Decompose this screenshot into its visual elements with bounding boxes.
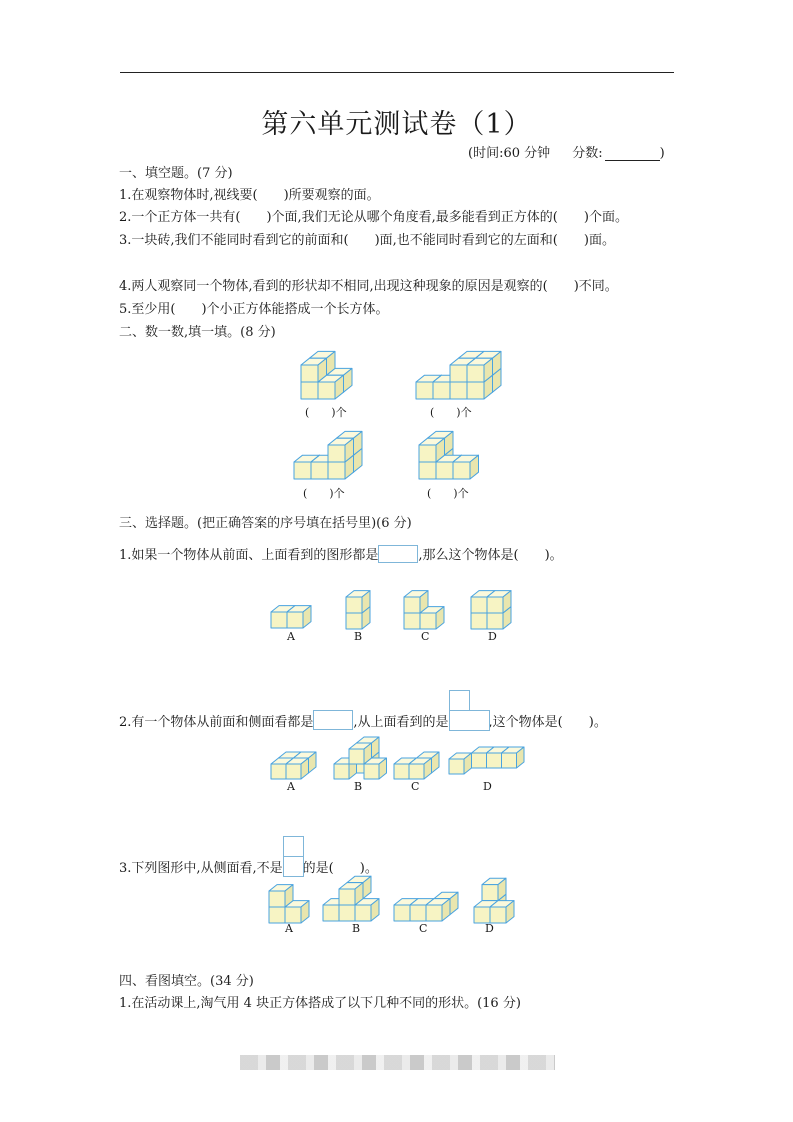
q3-text-b: 的是( )。: [302, 861, 378, 876]
q2-top-view-shape: [449, 690, 489, 730]
count-caption-1: ( )个: [305, 406, 347, 419]
cube-face: [474, 907, 490, 923]
count-caption-2: ( )个: [430, 406, 472, 419]
q3-option-b-figure: [322, 868, 392, 922]
section1-q2: 2.一个正方体一共有( )个面,我们无论从哪个角度看,最多能看到正方体的( )个面。: [119, 210, 628, 225]
cube-face: [349, 749, 364, 764]
cube-face: [271, 612, 287, 628]
q3-label-b: B: [352, 922, 361, 935]
count-figure-4: [418, 428, 503, 480]
q2-text-c: ,这个物体是( )。: [488, 715, 607, 730]
cube-face: [355, 905, 371, 921]
cube-face: [487, 613, 503, 629]
q1-option-b-figure: [345, 580, 380, 630]
cube-face: [404, 597, 420, 613]
cube-face: [482, 885, 498, 901]
cube-face: [301, 382, 318, 399]
cube-face: [328, 445, 345, 462]
q1-text-b: ,那么这个物体是( )。: [418, 548, 563, 563]
exam-meta: [468, 142, 665, 161]
cube-face: [453, 462, 470, 479]
cube-face: [410, 905, 426, 921]
cube-face: [416, 382, 433, 399]
q2-label-a: A: [287, 780, 295, 793]
q3-label-c: C: [419, 922, 428, 935]
section4-q1: 1.在活动课上,淘气用 4 块正方体搭成了以下几种不同的形状。(16 分): [119, 996, 521, 1011]
q1-option-a-figure: [270, 597, 325, 629]
cube-face: [450, 365, 467, 382]
cube-face: [364, 764, 379, 779]
section1-heading: 一、填空题。(7 分): [119, 166, 233, 181]
cube-face: [346, 613, 362, 629]
top-rule: [120, 72, 674, 73]
cube-face: [318, 382, 335, 399]
cube-face: [436, 462, 453, 479]
q2-option-c-figure: [393, 742, 443, 780]
cube-face: [433, 382, 450, 399]
blurred-watermark: [240, 1055, 555, 1070]
section1-q3: 3.一块砖,我们不能同时看到它的前面和( )面,也不能同时看到它的左面和( )面。: [119, 233, 615, 248]
cube-face: [271, 764, 286, 779]
q2-option-d-figure: [448, 735, 526, 775]
count-figure-3: [293, 428, 378, 480]
cube-face: [487, 597, 503, 613]
q1-label-c: C: [421, 630, 430, 643]
cube-face: [323, 905, 339, 921]
count-figure-2: [415, 340, 500, 400]
q2-label-d: D: [483, 780, 492, 793]
section2-heading: 二、数一数,填一填。(8 分): [119, 325, 276, 340]
cube-face: [420, 613, 436, 629]
q1-option-d-figure: [470, 580, 525, 630]
score-end: ): [659, 146, 665, 161]
cube-face: [334, 764, 349, 779]
cube-face: [269, 891, 285, 907]
score-blank[interactable]: [605, 148, 660, 161]
cube-face: [285, 907, 301, 923]
q2-option-b-figure: [333, 720, 391, 780]
cube-face: [419, 462, 436, 479]
q1-option-c-figure: [403, 580, 458, 630]
q1-view-shape: [378, 545, 418, 563]
cube-face: [490, 907, 506, 923]
q1-label-a: A: [287, 630, 295, 643]
cube-face: [487, 753, 502, 768]
cube-face: [502, 753, 517, 768]
cube-face: [286, 764, 301, 779]
cube-face: [287, 612, 303, 628]
section1-q5: 5.至少用( )个小正方体能搭成一个长方体。: [119, 302, 389, 317]
cube-face: [409, 764, 424, 779]
cube-face: [404, 613, 420, 629]
q1-label-b: B: [354, 630, 363, 643]
cube-face: [450, 382, 467, 399]
cube-face: [471, 613, 487, 629]
q2-label-c: C: [411, 780, 420, 793]
q2-label-b: B: [354, 780, 363, 793]
q3-label-d: D: [485, 922, 494, 935]
cube-face: [328, 462, 345, 479]
section1-q1: 1.在观察物体时,视线要( )所要观察的面。: [119, 188, 380, 203]
q2-text-a: 2.有一个物体从前面和侧面看都是: [119, 715, 314, 730]
cube-face: [269, 907, 285, 923]
q3-option-c-figure: [393, 882, 467, 922]
cube-face: [467, 382, 484, 399]
count-caption-4: ( )个: [427, 487, 469, 500]
q2-option-a-figure: [270, 742, 328, 780]
q1-text-a: 1.如果一个物体从前面、上面看到的图形都是: [119, 548, 379, 563]
section1-q4: 4.两人观察同一个物体,看到的形状却不相同,出现这种现象的原因是观察的( )不同。: [119, 279, 618, 294]
q3-text-a: 3.下列图形中,从侧面看,不是: [119, 861, 283, 876]
section3-q1: [119, 544, 563, 563]
cube-face: [294, 462, 311, 479]
cube-face: [394, 764, 409, 779]
score-label: 分数:: [572, 146, 603, 161]
cube-face: [426, 905, 442, 921]
cube-face: [471, 597, 487, 613]
section4-heading: 四、看图填空。(34 分): [119, 974, 254, 989]
cube-face: [467, 365, 484, 382]
q2-text-b: ,从上面看到的是: [353, 715, 449, 730]
q3-option-a-figure: [268, 870, 320, 924]
q3-label-a: A: [285, 922, 293, 935]
cube-face: [419, 445, 436, 462]
section3-heading: 三、选择题。(把正确答案的序号填在括号里)(6 分): [119, 516, 412, 531]
count-figure-1: [300, 340, 370, 400]
cube-face: [449, 759, 464, 774]
cube-face: [394, 905, 410, 921]
cube-face: [472, 753, 487, 768]
cube-face: [346, 597, 362, 613]
cube-face: [339, 905, 355, 921]
time-label: (时间:60 分钟: [468, 146, 551, 161]
page-title: 第六单元测试卷（1）: [261, 109, 532, 140]
cube-face: [311, 462, 328, 479]
cube-face: [339, 889, 355, 905]
count-caption-3: ( )个: [303, 487, 345, 500]
cube-face: [301, 365, 318, 382]
q3-option-d-figure: [473, 870, 525, 924]
q1-label-d: D: [488, 630, 497, 643]
